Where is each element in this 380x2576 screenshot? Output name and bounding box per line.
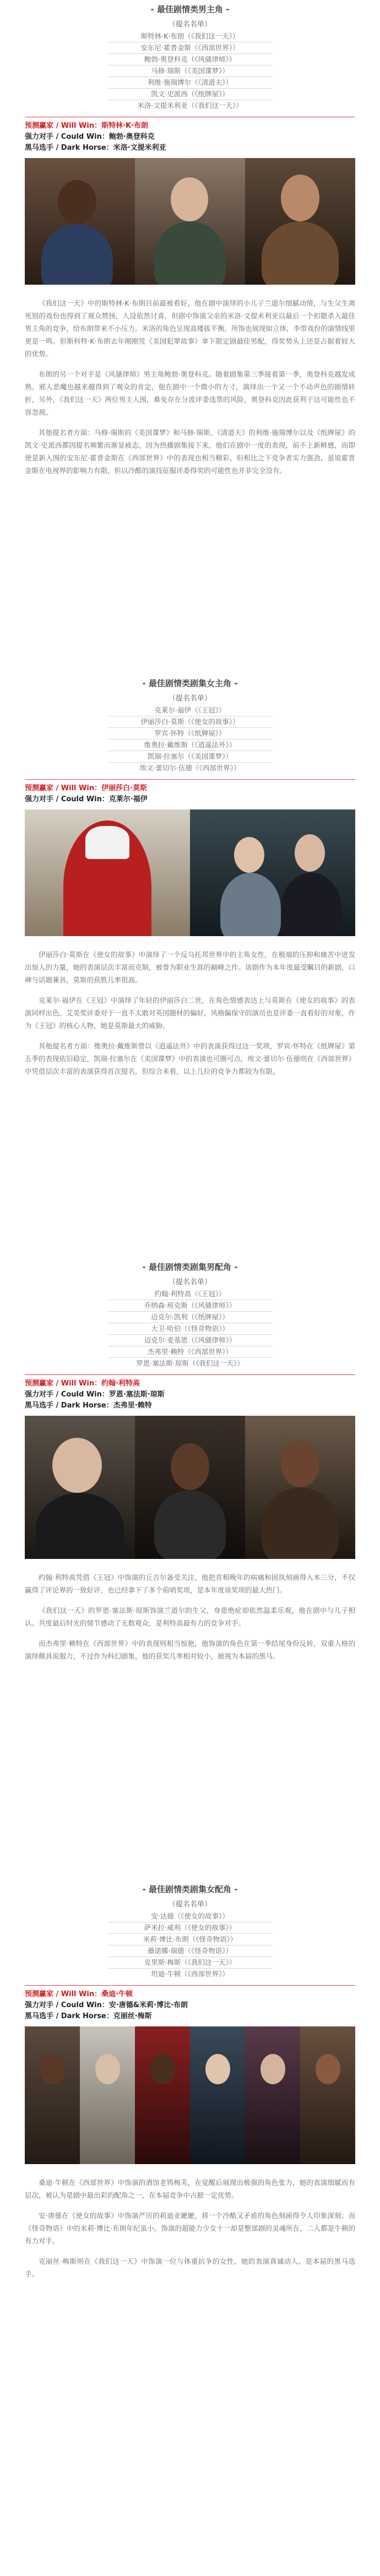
prediction-block xyxy=(0,121,380,154)
could-win: 强力对手 / Could Win：鲍勃·奥登科克 xyxy=(25,133,155,141)
nomination-subtitle: （提名名单） xyxy=(168,20,211,29)
nominee: 克莱尔·福伊（《王冠》） xyxy=(107,705,273,716)
paragraph: 桑迪·牛顿在《西部世界》中饰演的酒馆老鸨梅芙，在觉醒后展现出极强的角色张力，她的表演细腻而有层次，被认为是剧中最出彩的配角之一，在本届竞争中占据一定优势。 xyxy=(25,2178,355,2199)
nominee: 杰弗里·赖特（《西部世界》） xyxy=(107,1346,273,1358)
will-win: 预测赢家 / Will Win：伊丽莎白·莫斯 xyxy=(25,784,148,792)
nominee: 鲍勃·奥登科克（《风骚律师》） xyxy=(107,54,273,66)
nominee: 埃文·蕾切尔·伍德（《西部世界》） xyxy=(139,764,241,772)
will-win: 预测赢家 / Will Win：斯特林·K·布朗 xyxy=(25,122,149,130)
nominee: 罗宾·怀特（《纸牌屋》） xyxy=(107,728,273,740)
nominee: 大卫·哈伯（《怪奇物语》） xyxy=(107,1323,273,1335)
nominee: 米洛·文提米利亚（《我们这一天》） xyxy=(137,101,243,110)
nominee: 罗恩·塞法斯·琼斯（《我们这一天》） xyxy=(136,1359,244,1367)
nomination-title: - 最佳剧情类剧集女主角 - xyxy=(142,678,238,688)
paragraph: 《我们这一天》的罗恩·塞法斯·琼斯饰演兰道尔的生父，身患绝症却依然温柔乐观，他在剧中与儿子相认、共度最后时光的情节感动了无数观众，是利特高最有力的竞争对手。 xyxy=(25,1606,355,1627)
nomination-subtitle: （提名名单） xyxy=(168,694,211,703)
paragraph: 克莱尔·福伊在《王冠》中演绎了年轻的伊丽莎白二世，在角色情感表达上与莫斯在《使女的故事》的表演同样出色。艾美奖评委对于一直不太敢对英国题材的偏好，风格偏保守的演员也是评委一直看好的对象，作为《王冠》的核心人物，她是莫斯最大的威胁。 xyxy=(25,996,356,1030)
nomination-title: - 最佳剧情类剧集女配角 - xyxy=(142,1884,238,1894)
section-best-drama-supporting-actor xyxy=(0,1261,380,1662)
nomination-list xyxy=(107,705,273,774)
section-best-drama-actress xyxy=(0,677,380,1078)
article-body xyxy=(0,948,380,1078)
cast-photo xyxy=(25,158,355,285)
article-body xyxy=(0,1571,380,1662)
paragraph: 其他提名者方面：马修·瑞斯的《美国谍梦》和马修·瑞斯、《清道夫》的利维·施瑞博尔以及《纸牌屋》的凯文·史派西都因提名频繁而渐显疲态，因为热播剧集接下来，他们在剧中一度的表现，前不上新鲜感，而即使是新入围的安东尼·霍普金斯在《西部世界》中的表现也相当精彩，但相比之下竞争者实力强劲，虽说霍普金斯在电视界的影响力有限，但以冷酷的演技征服评委得奖的可能性也并非完全没有。 xyxy=(25,428,355,475)
dark-horse: 黑马选手 / Dark Horse：杰弗里·赖特 xyxy=(25,1401,152,1410)
nomination-title: - 最佳剧情类男主角 - xyxy=(150,4,230,14)
nomination-title: - 最佳剧情类剧集男配角 - xyxy=(142,1262,238,1272)
nominee: 凯瑞·拉塞尔（《美国谍梦》） xyxy=(107,751,273,763)
nominee: 迈克尔·凯利（《纸牌屋》） xyxy=(107,1312,273,1323)
nominee: 安·达德（《使女的故事》） xyxy=(107,1911,273,1922)
divider xyxy=(25,779,355,780)
section-best-drama-actor xyxy=(0,3,380,477)
could-win: 强力对手 / Could Win：安·唐德&米莉·博比·布朗 xyxy=(25,2001,188,2009)
prediction-block xyxy=(0,1378,380,1411)
could-win: 强力对手 / Could Win：克莱尔·福伊 xyxy=(25,795,148,803)
nominee: 马修·瑞斯（《美国谍梦》） xyxy=(107,66,273,77)
divider xyxy=(25,1374,355,1375)
will-win: 预测赢家 / Will Win：桑迪·牛顿 xyxy=(25,1990,133,1998)
divider xyxy=(25,1985,355,1986)
nomination-subtitle: （提名名单） xyxy=(168,1278,211,1286)
nominee: 坦迪·牛顿（《西部世界》） xyxy=(151,1970,229,1978)
nominee: 萨米拉·威利（《使女的故事》） xyxy=(107,1922,273,1934)
paragraph: 布朗的另一个对手是《风骚律师》男主角鲍勃·奥登科克。随着剧集第三季接着第一季，奥登科克越发成熟，邪人恶魔也越来越得到了观众的肯定，他在剧中一个微小的方寸，演绎出一个又一个不动声色的剧情转折，另外，《我们这一天》两位男主人围，难免存在分流评委选票的风险，奥登科克因此获利于这可能性也不容忽视。 xyxy=(25,370,355,416)
nominee: 克里斯·梅斯（《我们这一天》） xyxy=(107,1957,273,1969)
cast-photo xyxy=(25,1416,355,1559)
nomination-list xyxy=(107,1289,273,1369)
nominee: 维奥拉·戴维斯（《逍遥法外》） xyxy=(107,740,273,751)
cast-photo xyxy=(25,2026,355,2164)
prediction-block xyxy=(0,1989,380,2022)
nominee: 安东尼·霍普金斯（《西部世界》） xyxy=(107,42,273,54)
dark-horse: 黑马选手 / Dark Horse：米洛·文提米利亚 xyxy=(25,144,166,152)
will-win: 预测赢家 / Will Win：约翰·利特高 xyxy=(25,1379,140,1388)
nominee: 乔纳森·班克斯（《风骚律师》） xyxy=(107,1300,273,1312)
paragraph: 其他提名者方面：维奥拉·戴维斯曾以《逍遥法外》中的表演获得过这一奖项，罗宾·怀特在《纸牌屋》第五季的表现依旧稳定，凯瑞·拉塞尔在《美国谍梦》中的表演也可圈可点，埃文·蕾切尔·伍德则在《西部世界》中凭借层次丰富的表演获得首次提名，但综合来看，以上几位的竞争力都较为有限。 xyxy=(25,1042,355,1075)
paragraph: 约翰·利特高凭借《王冠》中饰演的丘吉尔备受关注，他把首相晚年的病痛和固执刻画得入木三分，不仅赢得了评论界的一致好评，也已经拿下了多个前哨奖项，是本年度该奖项的最大热门。 xyxy=(25,1573,355,1594)
nominee: 薇诺娜·瑞德（《怪奇物语》） xyxy=(107,1945,273,1957)
paragraph: 克丽丝·梅斯则在《我们这一天》中饰演一位与体重抗争的女性，她的表演真诚动人，是本届的黑马选手。 xyxy=(25,2257,355,2278)
paragraph: 安·唐德在《使女的故事》中饰演严厉的莉迪亚嬷嬷，将一个冷酷又矛盾的角色刻画得令人印象深刻；而《怪奇物语》中的米莉·博比·布朗年纪虽小，饰演的超能力少女十一却是整部剧的灵魂所在，二人都是牛顿的有力对手。 xyxy=(25,2211,355,2245)
nominee: 利维·施瑞博尔（《清道夫》） xyxy=(107,77,273,89)
could-win: 强力对手 / Could Win：罗恩·塞法斯·琼斯 xyxy=(25,1390,165,1399)
article-body xyxy=(0,2176,380,2280)
paragraph: 伊丽莎白·莫斯在《使女的故事》中演绎了一个反乌托邦世界中的主角女性，在极端的压抑和痛苦中迸发出惊人的力量，她的表演层次丰富而克制，被誉为职业生涯的巅峰之作。该剧作为本年度最受瞩目的新剧，口碑与话题兼具，莫斯的获胜几率很高。 xyxy=(25,950,356,984)
nomination-subtitle: （提名名单） xyxy=(168,1900,211,1909)
nominee: 凯文·史派西（《纸牌屋》） xyxy=(107,89,273,100)
nominee: 约翰·利特高（《王冠》） xyxy=(107,1289,273,1300)
nominee: 伊丽莎白·莫斯（《使女的故事》） xyxy=(107,716,273,728)
paragraph: 《我们这一天》中的斯特林·K·布朗目前最被看好，他在剧中演绎的小儿子兰道尔细腻动情，与生父生离死别的戏份也得到了观众赞扬，人设依然讨喜，但剧中饰演父亲的米洛·文提米利亚以最后一个扣题杀入最佳男主角的竞争，给布朗带来不小压力。米洛的角色呈现高楼拔平衡，所饰也展现如立体，李带戏份的演情线里更是一鸣。但斯科特·K·布朗去年刚刚凭《美国犯罪故事》拿下限定剧最佳男配，得奖势头上还是占据着较大的优势。 xyxy=(25,299,356,358)
nominee: 米莉·博比·布朗（《怪奇物语》） xyxy=(107,1934,273,1945)
nominee: 斯特林·K·布朗（《我们这一天》） xyxy=(107,31,273,42)
article-body xyxy=(0,297,380,477)
dark-horse: 黑马选手 / Dark Horse：克丽丝·梅斯 xyxy=(25,2012,152,2020)
nomination-list xyxy=(107,31,273,111)
prediction-block xyxy=(0,783,380,805)
nominee: 迈克尔·麦基恩（《风骚律师》） xyxy=(107,1335,273,1346)
section-best-drama-supporting-actress xyxy=(0,1883,380,2280)
nomination-list xyxy=(107,1911,273,1980)
paragraph: 而杰弗里·赖特在《西部世界》中的表现则相当惊艳，他饰演的角色在第一季结尾身份反转，双重人格的演绎颇具说服力，不过作为科幻剧集，他的获奖几率相对较小，被视为本届的黑马。 xyxy=(25,1639,355,1660)
cast-photo xyxy=(25,809,355,936)
